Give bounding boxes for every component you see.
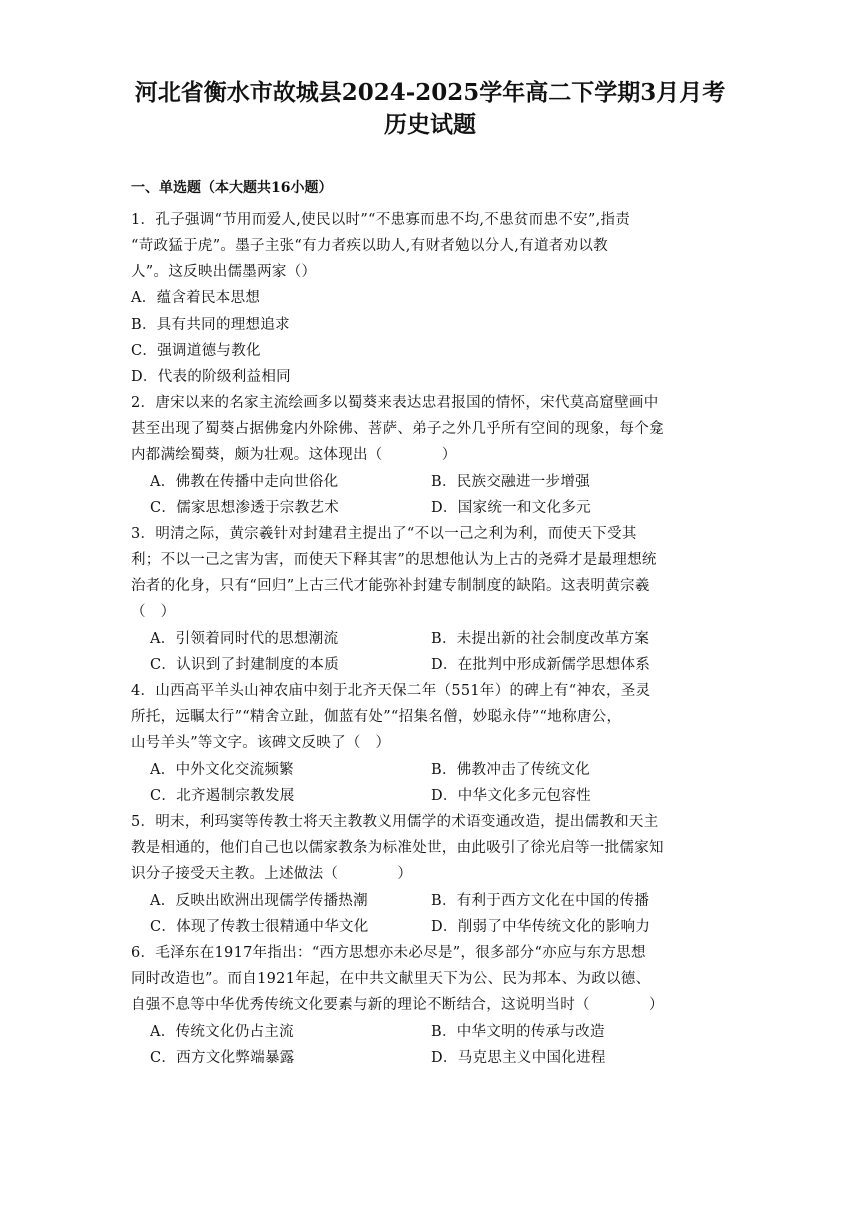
question-3-line-2: 利；不以一己之害为害，而使天下释其害”的思想他认为上古的尧舜才是最理想统 bbox=[131, 552, 657, 568]
question-5-option-d[interactable]: D．削弱了中华传统文化的影响力 bbox=[431, 919, 651, 935]
question-3-line-1: 3．明清之际，黄宗羲针对封建君主提出了“不以一己之利为利，而使天下受其 bbox=[131, 526, 637, 542]
question-6-line-2: 同时改造也”。而自1921年起，在中共文献里天下为公、民为邦本、为政以德、 bbox=[131, 971, 651, 987]
question-4-line-1: 4．山西高平羊头山神农庙中刻于北齐天保二年（551年）的碑上有“神农，圣灵 bbox=[131, 683, 651, 699]
question-2-option-b[interactable]: B．民族交融进一步增强 bbox=[431, 474, 590, 490]
question-5-line-2: 教是相通的，他们自己也以儒家教条为标准处世，由此吸引了徐光启等一批儒家知 bbox=[131, 840, 664, 856]
question-3-line-3: 治者的化身，只有“回归”上古三代才能弥补封建专制制度的缺陷。这表明黄宗羲 bbox=[131, 578, 650, 594]
question-5-line-1: 5．明末，利玛窦等传教士将天主教教义用儒学的术语变通改造，提出儒教和天主 bbox=[131, 814, 659, 830]
question-3-option-c[interactable]: C．认识到了封建制度的本质 bbox=[150, 657, 339, 673]
question-3-option-b[interactable]: B．未提出新的社会制度改革方案 bbox=[431, 631, 650, 647]
question-1-option-c[interactable]: C．强调道德与教化 bbox=[131, 343, 261, 359]
question-2-option-c[interactable]: C．儒家思想渗透于宗教艺术 bbox=[150, 500, 339, 516]
section-heading: 一、单选题（本大题共16小题） bbox=[131, 180, 333, 196]
exam-title: 河北省衡水市故城县2024-2025学年高二下学期3月月考 bbox=[134, 79, 726, 106]
question-2-line-3: 内都满绘蜀葵，颇为壮观。这体现出（ ） bbox=[131, 447, 457, 463]
question-6-option-d[interactable]: D．马克思主义中国化进程 bbox=[431, 1050, 606, 1066]
question-4-option-b[interactable]: B．佛教冲击了传统文化 bbox=[431, 762, 590, 778]
question-6-option-a[interactable]: A．传统文化仍占主流 bbox=[150, 1024, 294, 1040]
question-5-option-b[interactable]: B．有利于西方文化在中国的传播 bbox=[431, 893, 650, 909]
question-1-option-a[interactable]: A．蕴含着民本思想 bbox=[131, 290, 261, 306]
question-3-option-a[interactable]: A．引领着同时代的思想潮流 bbox=[150, 631, 339, 647]
question-1-line-1: 1．孔子强调“节用而爱人,使民以时”“不患寡而患不均,不患贫而患不安”,指责 bbox=[131, 212, 631, 228]
question-3-line-4: （ ） bbox=[131, 604, 176, 620]
question-2-line-1: 2．唐宋以来的名家主流绘画多以蜀葵来表达忠君报国的情怀，宋代莫高窟壁画中 bbox=[131, 395, 659, 411]
question-1-option-d[interactable]: D．代表的阶级利益相同 bbox=[131, 369, 291, 385]
question-6-option-b[interactable]: B．中华文明的传承与改造 bbox=[431, 1024, 605, 1040]
question-6-line-3: 自强不息等中华优秀传统文化要素与新的理论不断结合，这说明当时（ ） bbox=[131, 997, 664, 1013]
question-5-option-c[interactable]: C．体现了传教士很精通中华文化 bbox=[150, 919, 369, 935]
question-2-line-2: 甚至出现了蜀葵占据佛龛内外除佛、菩萨、弟子之外几乎所有空间的现象，每个龛 bbox=[131, 421, 664, 437]
question-6-option-c[interactable]: C．西方文化弊端暴露 bbox=[150, 1050, 295, 1066]
question-6-line-1: 6．毛泽东在1917年指出：“西方思想亦未必尽是”，很多部分“亦应与东方思想 bbox=[131, 945, 646, 961]
question-4-option-d[interactable]: D．中华文化多元包容性 bbox=[431, 788, 591, 804]
question-1-option-b[interactable]: B．具有共同的理想追求 bbox=[131, 317, 290, 333]
question-1-line-3: 人”。这反映出儒墨两家（） bbox=[131, 264, 317, 280]
question-5-option-a[interactable]: A．反映出欧洲出现儒学传播热潮 bbox=[150, 893, 368, 909]
question-4-option-a[interactable]: A．中外文化交流频繁 bbox=[150, 762, 294, 778]
question-4-option-c[interactable]: C．北齐遏制宗教发展 bbox=[150, 788, 295, 804]
question-2-option-a[interactable]: A．佛教在传播中走向世俗化 bbox=[150, 474, 339, 490]
question-4-line-3: 山号羊头”等文字。该碑文反映了（ ） bbox=[131, 735, 391, 751]
question-5-line-3: 识分子接受天主教。上述做法（ ） bbox=[131, 866, 413, 882]
question-2-option-d[interactable]: D．国家统一和文化多元 bbox=[431, 500, 591, 516]
question-3-option-d[interactable]: D．在批判中形成新儒学思想体系 bbox=[431, 657, 651, 673]
exam-subject: 历史试题 bbox=[384, 111, 476, 138]
question-1-line-2: “苛政猛于虎”。墨子主张“有力者疾以助人,有财者勉以分人,有道者劝以教 bbox=[131, 238, 608, 254]
question-4-line-2: 所托，远瞩太行”“精舍立趾，伽蓝有处”“招集名僧，妙聪永侍”“地称唐公， bbox=[131, 709, 622, 725]
